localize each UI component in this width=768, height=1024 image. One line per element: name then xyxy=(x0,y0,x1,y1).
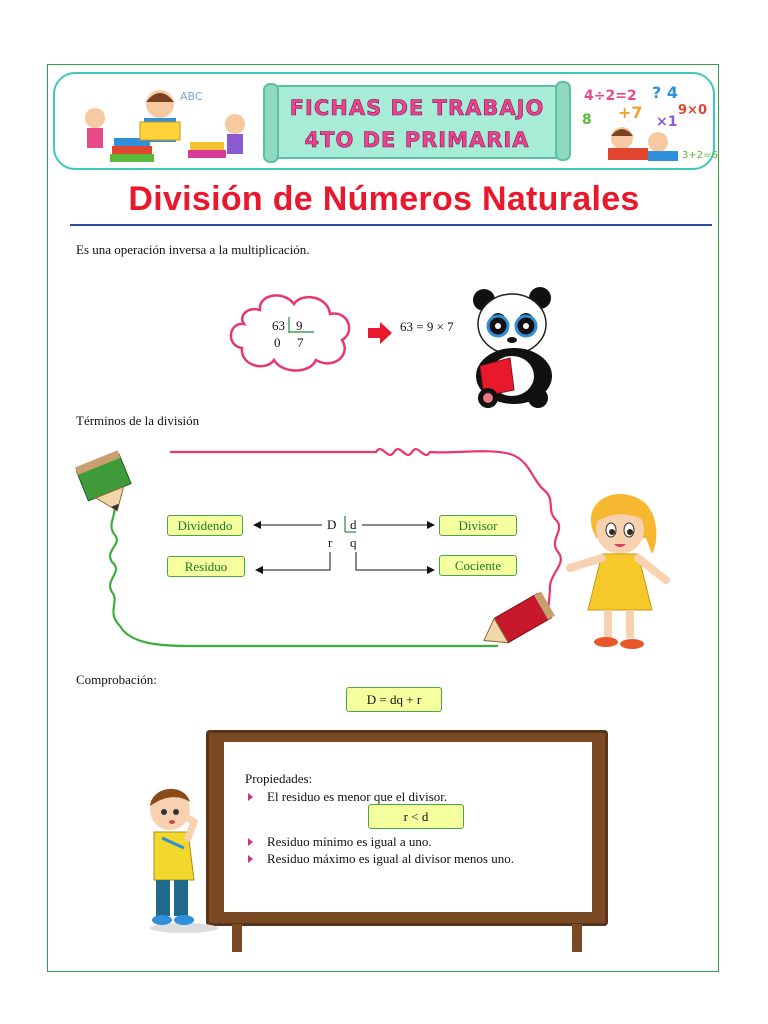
header-line-1: FICHAS DE TRABAJO xyxy=(289,96,545,120)
example-dividend: 63 xyxy=(272,318,285,333)
svg-text:3+2=6: 3+2=6 xyxy=(682,150,718,161)
girl-illustration xyxy=(562,488,674,654)
property-3: Residuo máximo es igual al divisor menos uno. xyxy=(267,851,514,866)
header-line-2: 4TO DE PRIMARIA xyxy=(304,128,530,152)
example-remainder: 0 xyxy=(274,335,281,350)
property-2: Residuo mínimo es igual a uno. xyxy=(267,834,432,849)
term-divisor: Divisor xyxy=(439,515,517,536)
bullet-icon xyxy=(248,855,253,863)
example-result: 63 = 9 × 7 xyxy=(400,319,454,334)
title-underline xyxy=(70,224,712,226)
symbol-d: d xyxy=(350,517,357,532)
svg-text:? 4: ? 4 xyxy=(652,83,678,102)
intro-text: Es una operación inversa a la multiplicación. xyxy=(76,242,310,257)
properties-heading: Propiedades: xyxy=(245,771,313,786)
panda-illustration xyxy=(466,284,562,408)
property-1: El residuo es menor que el divisor. xyxy=(267,789,448,804)
svg-text:+7: +7 xyxy=(618,103,643,122)
boy-thinking-illustration xyxy=(144,784,224,934)
bullet-icon xyxy=(248,793,253,801)
division-bracket xyxy=(288,316,318,336)
page-title: División de Números Naturales xyxy=(128,180,640,218)
math-kids-illustration xyxy=(578,78,718,164)
term-residuo: Residuo xyxy=(167,556,245,577)
terms-heading: Términos de la división xyxy=(76,413,200,428)
symbol-q: q xyxy=(350,535,357,550)
red-arrow-icon xyxy=(368,322,392,344)
svg-text:×1: ×1 xyxy=(656,114,678,130)
example-divisor: 9 xyxy=(296,318,303,333)
term-cociente: Cociente xyxy=(439,555,517,576)
svg-text:4÷2=2: 4÷2=2 xyxy=(584,88,637,104)
term-dividendo: Dividendo xyxy=(167,515,243,536)
example-quotient: 7 xyxy=(297,335,304,350)
svg-text:ABC: ABC xyxy=(180,90,203,103)
bullet-icon xyxy=(248,838,253,846)
check-heading: Comprobación: xyxy=(76,672,157,687)
board-legs xyxy=(226,924,590,954)
check-formula: D = dq + r xyxy=(346,687,442,712)
property-1-formula: r < d xyxy=(368,804,464,829)
symbol-D: D xyxy=(327,517,337,532)
symbol-r: r xyxy=(328,535,333,550)
terms-arrows xyxy=(250,514,440,576)
svg-text:8: 8 xyxy=(582,112,592,128)
svg-text:9×0: 9×0 xyxy=(678,103,707,118)
kids-reading-illustration xyxy=(60,78,260,164)
